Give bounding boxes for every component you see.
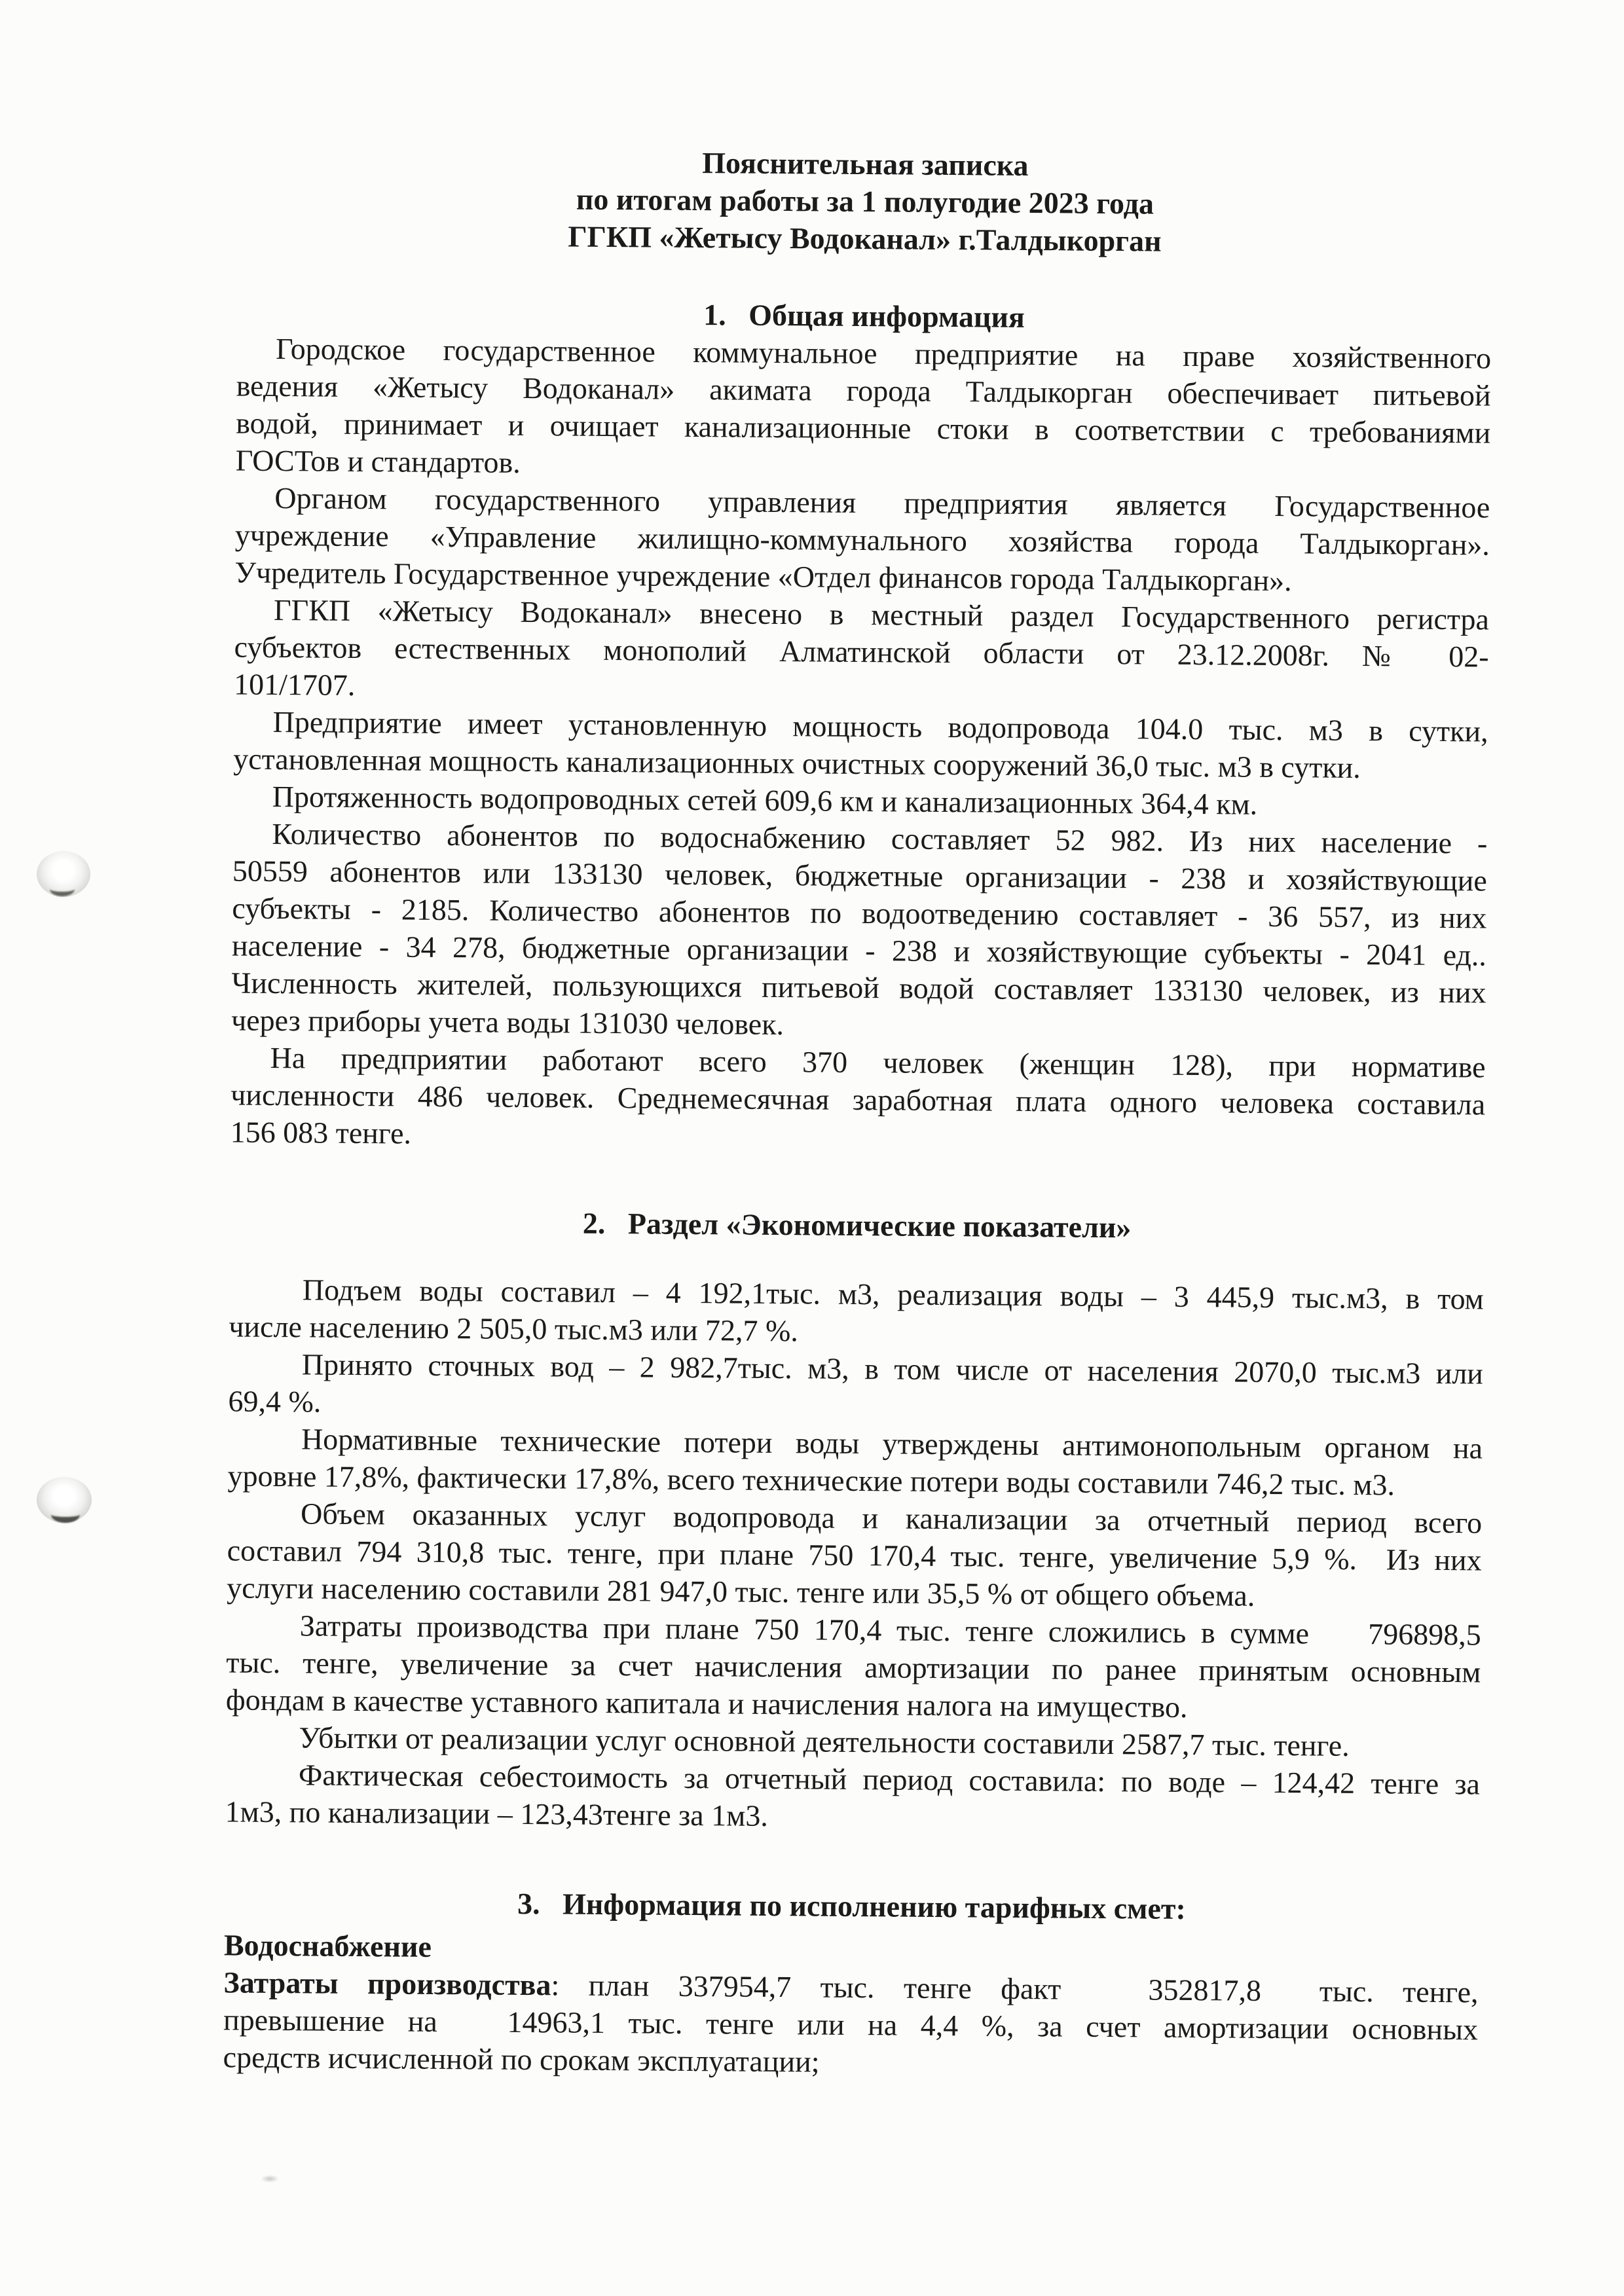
scan-artifact-speck [261, 2175, 279, 2183]
paragraph-line: 1м3, по канализации – 123,43тенге за 1м3. [225, 1795, 769, 1832]
paragraph-lead-bold: Затраты производства [223, 1965, 551, 2002]
section-heading: 2. Раздел «Экономические показатели» [582, 1206, 1132, 1245]
paragraph-line: услуги населению составили 281 947,0 тыс. тенге или 35,5 % от общего объема. [227, 1571, 1255, 1613]
paragraph [233, 702, 1488, 787]
paragraph-line: 50559 абонентов или 133130 человек, бюджетные организации - 238 и хозяйствующие [232, 854, 1488, 898]
paragraph-line: Объем оказанных услуг водопровода и канализации за отчетный период всего [300, 1497, 1483, 1540]
paragraph-line: На предприятии работают всего 370 человек (женщин 128), при нормативе [270, 1040, 1486, 1084]
document-title [237, 141, 1492, 263]
paragraph [234, 591, 1489, 713]
paragraph [226, 1606, 1481, 1728]
paragraph-line: 69,4 %. [228, 1384, 322, 1419]
paragraph-line: фондам в качестве уставного капитала и начисления налога на имущество. [225, 1683, 1188, 1724]
paragraph-line: учреждение «Управление жилищно-коммунального хозяйства города Талдыкорган». [234, 518, 1490, 562]
paragraph-line: установленная мощность канализационных очистных сооружений 36,0 тыс. м3 в сутки. [233, 742, 1361, 785]
section-3 [223, 1882, 1479, 2085]
paragraph-line: субъектов естественных монополий Алматинской области от 23.12.2008г. № 02- [234, 630, 1489, 674]
paragraph-line: через приборы учета воды 131030 человек. [231, 1003, 784, 1042]
paragraph-line: Городское государственное коммунальное предприятие на праве хозяйственного [275, 331, 1492, 375]
paragraph [236, 330, 1492, 489]
paragraph-line: ГОСТов и стандартов. [235, 443, 521, 479]
title-line: по итогам работы за 1 полугодие 2023 года [576, 182, 1154, 221]
paragraph-line: Численность жителей, пользующихся питьевой водой составляет 133130 человек, из них [231, 966, 1486, 1010]
scan-artifact-hole-top [37, 851, 90, 897]
paragraph-line-text: : план 337954,7 тыс. тенге факт 352817,8 тыс. тенге, [551, 1968, 1479, 2009]
subsection-heading: Водоснабжение [223, 1928, 432, 1963]
paragraph-line: Предприятие имеет установленную мощность водопровода 104.0 тыс. м3 в сутки, [272, 704, 1488, 748]
paragraph-line: Органом государственного управления предприятия является Государственное [274, 481, 1490, 524]
paragraph [227, 1419, 1483, 1504]
paragraph-line: водой, принимает и очищает канализационные стоки в соответствии с требованиями [236, 406, 1491, 450]
paragraph-line: составил 794 310,8 тыс. тенге, при плане 750 170,4 тыс. тенге, увеличение 5,9 %. Из них [227, 1533, 1482, 1577]
paragraph-line: 101/1707. [233, 667, 356, 702]
paragraph-line: Учредитель Государственное учреждение «Отдел финансов города Талдыкорган». [234, 555, 1292, 598]
paragraph [234, 479, 1490, 601]
paragraph-line: Подъем воды составил – 4 192,1тыс. м3, реализация воды – 3 445,9 тыс.м3, в том [302, 1273, 1484, 1316]
paragraph [227, 1494, 1482, 1616]
paragraph-line: уровне 17,8%, фактически 17,8%, всего технические потери воды составили 746,2 тыс. м3. [227, 1459, 1395, 1502]
scan-artifact-hole-bottom [37, 1477, 92, 1523]
paragraph-line: ведения «Жетысу Водоканал» акимата города Талдыкорган обеспечивает питьевой [236, 369, 1491, 412]
paragraph-line: Фактическая себестоимость за отчетный период составила: по воде – 124,42 тенге за [298, 1758, 1481, 1801]
paragraph-line: численности 486 человек. Среднемесячная заработная плата одного человека составила [230, 1078, 1486, 1121]
section-1 [231, 293, 1492, 1161]
paragraph-line: Убытки от реализации услуг основной деятельности составили 2587,7 тыс. тенге. [299, 1721, 1350, 1762]
section-2 [225, 1201, 1484, 1840]
paragraph-line: Затраты производства при плане 750 170,4 тыс. тенге сложились в сумме 796898,5 [299, 1609, 1481, 1652]
paragraph [231, 1038, 1486, 1160]
section-heading: 3. Информация по исполнению тарифных смет: [517, 1886, 1187, 1925]
paragraph-line: ГГКП «Жетысу Водоканал» внесено в местный раздел Государственного регистра [273, 592, 1490, 636]
paragraph-line: числе населению 2 505,0 тыс.м3 или 72,7 %. [229, 1309, 799, 1348]
paragraph-line: Нормативные технические потери воды утверждены антимонопольным органом на [301, 1422, 1483, 1465]
paragraph-line: субъекты - 2185. Количество абонентов по водоотведению составляет - 36 557, из них [232, 891, 1487, 935]
paragraph-line: Количество абонентов по водоснабжению составляет 52 982. Из них население - [272, 816, 1488, 860]
paragraph [231, 814, 1488, 1048]
title-line: ГГКП «Жетысу Водоканал» г.Талдыкорган [568, 219, 1162, 258]
paragraph-line: Протяженность водопроводных сетей 609,6 км и канализационных 364,4 км. [272, 779, 1258, 821]
paragraph [223, 1963, 1478, 2085]
paragraph-line: средств исчисленной по срокам эксплуатации; [223, 2040, 820, 2079]
paragraph [229, 1270, 1484, 1355]
document-content [223, 141, 1492, 2086]
paragraph [225, 1755, 1480, 1840]
section-heading: 1. Общая информация [703, 298, 1025, 334]
paragraph-line: Принято сточных вод – 2 982,7тыс. м3, в том числе от населения 2070,0 тыс.м3 или [301, 1347, 1484, 1391]
paragraph [228, 1345, 1483, 1429]
title-line: Пояснительная записка [702, 146, 1029, 183]
paragraph-line: 156 083 тенге. [230, 1115, 412, 1150]
paragraph-line: население - 34 278, бюджетные организации - 238 и хозяйствующие субъекты - 2041 ед.. [231, 928, 1487, 972]
paragraph-line: тыс. тенге, увеличение за счет начисления амортизации по ранее принятым основным [226, 1645, 1481, 1689]
paragraph-line: превышение на 14963,1 тыс. тенге или на 4,4 %, за счет амортизации основных [223, 2003, 1479, 2047]
